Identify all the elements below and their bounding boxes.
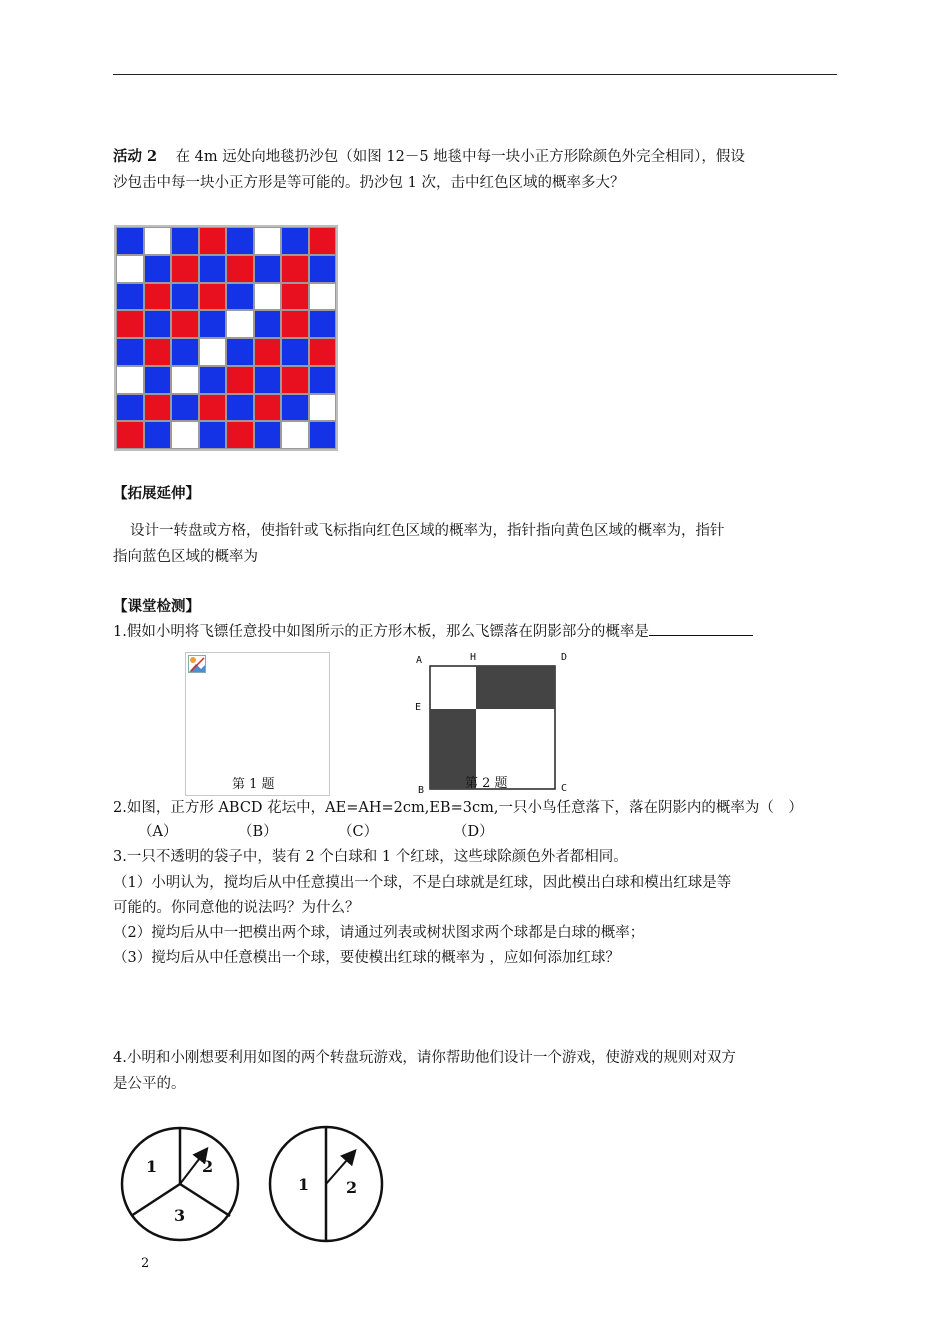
- spinner-right-label-1: 1: [298, 1175, 310, 1194]
- option-a: （A）: [138, 824, 178, 840]
- carpet-cell: [199, 366, 227, 394]
- spinner-left-label-3: 3: [174, 1206, 186, 1225]
- label-c: C: [561, 783, 568, 794]
- carpet-cell: [199, 421, 227, 449]
- carpet-cell: [226, 394, 254, 422]
- question-3-part1-line2: 可能的。你同意他的说法吗？为什么？: [113, 900, 360, 916]
- carpet-grid: [114, 225, 338, 451]
- carpet-cell: [309, 227, 337, 255]
- carpet-cell: [144, 255, 172, 283]
- carpet-cell: [309, 283, 337, 311]
- question-3: 3.一只不透明的袋子中，装有 2 个白球和 1 个红球，这些球除颜色外者都相同。: [113, 849, 628, 865]
- answer-blank: [649, 621, 753, 636]
- carpet-cell: [199, 283, 227, 311]
- option-c: （C）: [338, 824, 379, 840]
- label-e: E: [415, 702, 422, 713]
- carpet-cell: [171, 338, 199, 366]
- option-d: （D）: [453, 824, 494, 840]
- figure-2: [410, 650, 580, 800]
- broken-image-icon: [188, 655, 206, 673]
- carpet-cell: [226, 255, 254, 283]
- carpet-cell: [199, 227, 227, 255]
- extension-line1: 设计一转盘或方格，使指针或飞标指向红色区域的概率为，指针指向黄色区域的概率为，指针: [130, 523, 725, 539]
- carpet-cell: [116, 227, 144, 255]
- question-2-options: [138, 821, 868, 843]
- carpet-cell: [254, 366, 282, 394]
- carpet-cell: [199, 310, 227, 338]
- carpet-cell: [226, 366, 254, 394]
- extension-line2: 指向蓝色区域的概率为: [113, 549, 258, 565]
- question-1-text: 1.假如小明将飞镖任意投中如图所示的正方形木板，那么飞镖落在阴影部分的概率是: [113, 624, 649, 640]
- carpet-cell: [116, 366, 144, 394]
- question-3-part2: （2）搅均后从中一把模出两个球，请通过列表或树状图求两个球都是白球的概率；: [113, 925, 645, 941]
- spinner-right-label-2: 2: [346, 1178, 358, 1197]
- carpet-cell: [144, 394, 172, 422]
- option-b: （B）: [238, 824, 278, 840]
- activity2-text: 在 4m 远处向地毯扔沙包（如图 12－5 地毯中每一块小正方形除颜色外完全相同），假设: [175, 149, 745, 165]
- carpet-cell: [226, 227, 254, 255]
- carpet-cell: [144, 338, 172, 366]
- activity2-label: 活动 2: [113, 148, 158, 165]
- label-a: A: [416, 655, 423, 666]
- carpet-cell: [281, 227, 309, 255]
- carpet-cell: [144, 227, 172, 255]
- carpet-cell: [144, 421, 172, 449]
- question-3-part1-line1: （1）小明认为，搅均后从中任意摸出一个球，不是白球就是红球，因此模出白球和模出红球是等: [113, 875, 732, 891]
- carpet-cell: [144, 310, 172, 338]
- carpet-cell: [309, 421, 337, 449]
- carpet-cell: [116, 394, 144, 422]
- carpet-cell: [281, 394, 309, 422]
- carpet-cell: [281, 310, 309, 338]
- spinner-left-label-2: 2: [202, 1157, 214, 1176]
- carpet-cell: [171, 310, 199, 338]
- label-h: H: [470, 652, 477, 663]
- carpet-cell: [309, 394, 337, 422]
- carpet-cell: [281, 283, 309, 311]
- question-2: 2.如图，正方形 ABCD 花坛中，AE=AH=2cm,EB=3cm,一只小鸟任意落下，落在阴影内的概率为（ ）: [113, 800, 803, 816]
- carpet-cell: [281, 338, 309, 366]
- check-heading: 【课堂检测】: [113, 598, 200, 615]
- carpet-cell: [309, 310, 337, 338]
- figure-1-caption: 第 1 题: [232, 777, 275, 792]
- label-b: B: [418, 785, 425, 796]
- spinner-left-label-1: 1: [146, 1157, 158, 1176]
- carpet-cell: [226, 421, 254, 449]
- carpet-cell: [254, 394, 282, 422]
- carpet-cell: [254, 283, 282, 311]
- carpet-cell: [254, 310, 282, 338]
- carpet-cell: [309, 338, 337, 366]
- carpet-cell: [171, 394, 199, 422]
- carpet-cell: [199, 394, 227, 422]
- carpet-cell: [309, 366, 337, 394]
- carpet-cell: [116, 421, 144, 449]
- carpet-cell: [171, 421, 199, 449]
- carpet-cell: [199, 338, 227, 366]
- carpet-cell: [254, 338, 282, 366]
- page-number: 2: [141, 1256, 150, 1271]
- activity2-line1: [113, 146, 843, 168]
- question-4-line1: 4.小明和小刚想要利用如图的两个转盘玩游戏，请你帮助他们设计一个游戏，使游戏的规则对双方: [113, 1050, 736, 1066]
- figure-2-caption: 第 2 题: [465, 776, 508, 791]
- label-d: D: [561, 652, 568, 663]
- activity2-line2: 沙包击中每一块小正方形是等可能的。扔沙包 1 次，击中红色区域的概率多大？: [113, 175, 625, 191]
- carpet-cell: [116, 283, 144, 311]
- shaded-region-top: [476, 666, 555, 709]
- carpet-cell: [144, 366, 172, 394]
- carpet-cell: [171, 283, 199, 311]
- question-4-line2: 是公平的。: [113, 1076, 186, 1092]
- figure-1: [185, 652, 330, 796]
- carpet-cell: [226, 283, 254, 311]
- carpet-cell: [116, 338, 144, 366]
- carpet-cell: [281, 366, 309, 394]
- carpet-cell: [226, 310, 254, 338]
- carpet-cell: [254, 255, 282, 283]
- carpet-cell: [171, 255, 199, 283]
- header-rule: [113, 74, 837, 75]
- carpet-cell: [144, 283, 172, 311]
- carpet-cell: [116, 310, 144, 338]
- carpet-cell: [199, 255, 227, 283]
- question-3-part3: （3）搅均后从中任意模出一个球，要使模出红球的概率为 ，应如何添加红球？: [113, 950, 620, 966]
- question-1: [113, 621, 843, 643]
- carpet-cell: [254, 421, 282, 449]
- carpet-cell: [226, 338, 254, 366]
- carpet-cell: [309, 255, 337, 283]
- carpet-cell: [281, 421, 309, 449]
- spinner-right: [266, 1120, 391, 1245]
- carpet-cell: [254, 227, 282, 255]
- carpet-cell: [171, 227, 199, 255]
- carpet-cell: [116, 255, 144, 283]
- carpet-cell: [171, 366, 199, 394]
- spinner-left: [118, 1120, 243, 1245]
- carpet-cell: [281, 255, 309, 283]
- extension-heading: 【拓展延伸】: [113, 485, 200, 502]
